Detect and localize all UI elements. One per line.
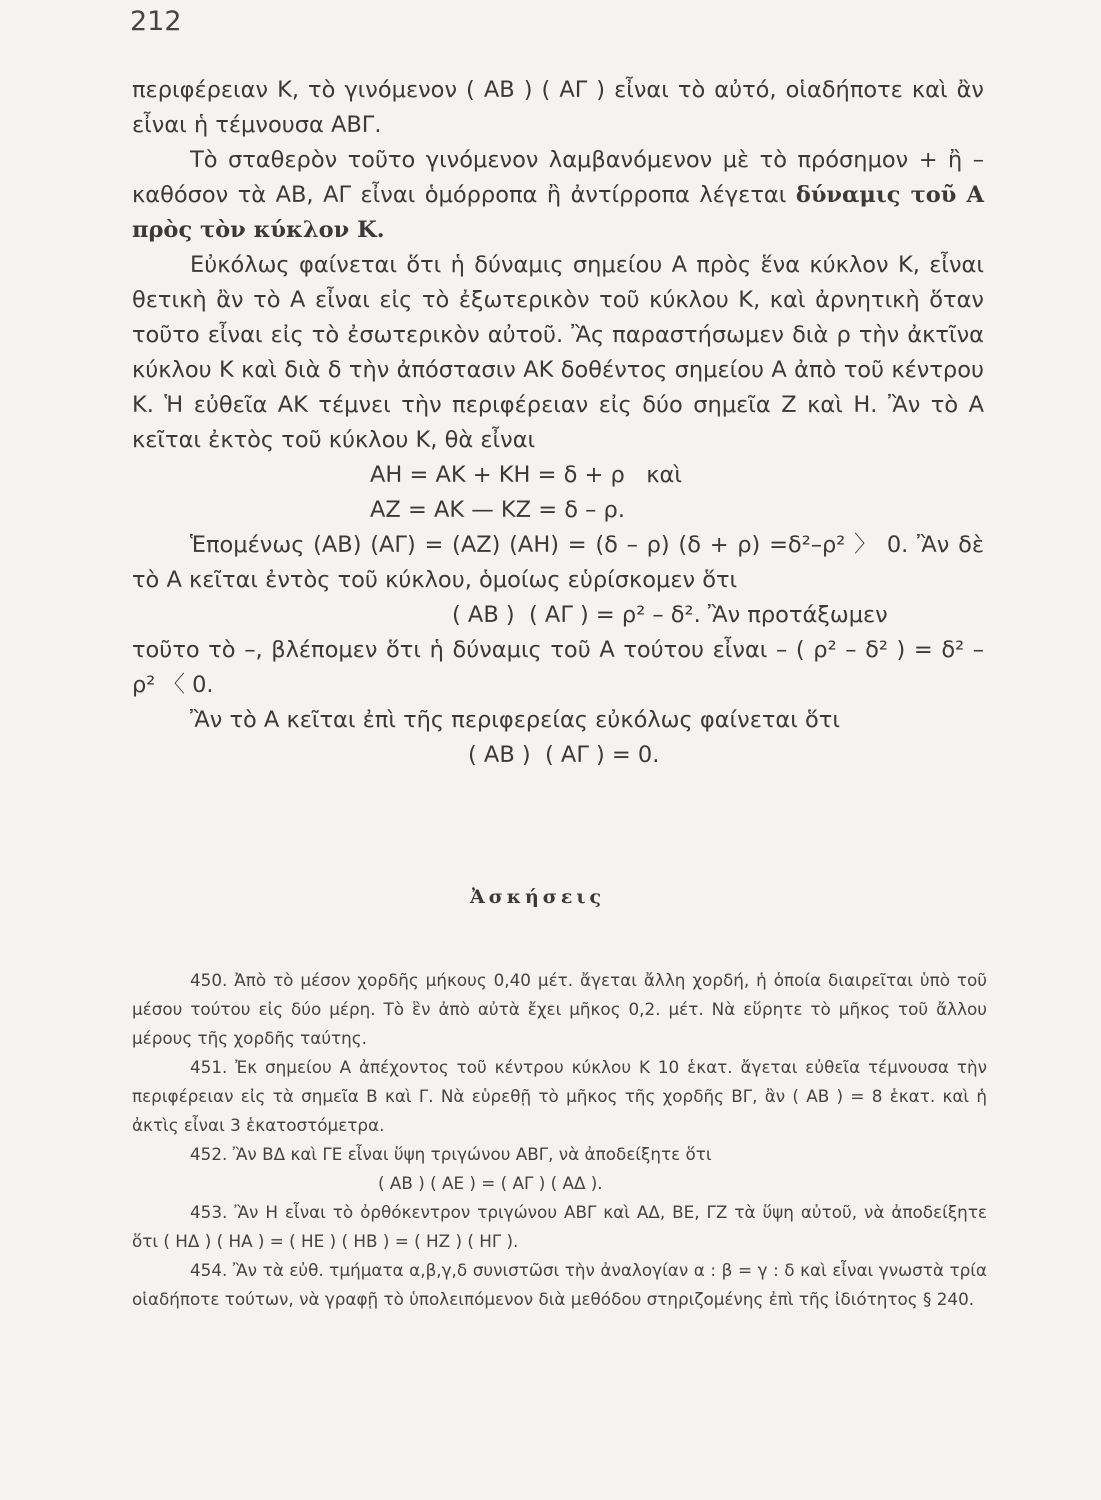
- equation-1: ΑΗ = ΑΚ + ΚΗ = δ + ρ καὶ: [370, 462, 682, 488]
- exercise-454: 454. Ἂν τὰ εὐθ. τμήματα α,β,γ,δ συνιστῶσι τὴν ἀναλογίαν α : β = γ : δ καὶ εἶναι γνωστὰ τρία οἱαδήποτε τούτων, νὰ γραφῇ τὸ ὑπολειπόμενον διὰ μεθόδου στηριζομένης ἐπὶ τῆς ἰδιότητος § 240.: [132, 1260, 987, 1309]
- equation-4: ( ΑΒ ) ( ΑΓ ) = 0.: [468, 742, 660, 768]
- exercise-450: 450. Ἀπὸ τὸ μέσον χορδῆς μήκους 0,40 μέτ. ἄγεται ἄλλη χορδή, ἡ ὁποία διαιρεῖται ὑπὸ τοῦ μέσου τούτου εἰς δύο μέρη. Τὸ ἓν ἀπὸ αὐτὰ ἔχει μῆκος 0,2. μέτ. Νὰ εὕρητε τὸ μῆκος τοῦ ἄλλου μέρους τῆς χορδῆς ταύτης.: [132, 970, 987, 1048]
- paragraph-4: Ἑπομένως (ΑΒ) (ΑΓ) = (ΑΖ) (ΑΗ) = (δ – ρ) (δ + ρ) =δ²–ρ² 〉 0. Ἂν δὲ τὸ Α κεῖται ἐντὸς τοῦ κύκλου, ὁμοίως εὑρίσκομεν ὅτι: [132, 532, 984, 593]
- paragraph-2: [132, 143, 984, 248]
- equation-3: ( ΑΒ ) ( ΑΓ ) = ρ² – δ². Ἂν προτάξωμεν: [452, 602, 888, 628]
- exercise-452-equation: ( ΑΒ ) ( ΑΕ ) = ( ΑΓ ) ( ΑΔ ).: [378, 1173, 603, 1193]
- page-number: 212: [130, 6, 182, 37]
- definition-term: δύναμις τοῦ Α πρὸς τὸν κύκλον Κ.: [132, 182, 984, 243]
- equation-2: ΑΖ = ΑΚ — ΚΖ = δ – ρ.: [370, 497, 625, 523]
- exercise-452: 452. Ἂν ΒΔ καὶ ΓΕ εἶναι ὕψη τριγώνου ΑΒΓ, νὰ ἀποδείξητε ὅτι: [190, 1144, 712, 1164]
- exercises-heading: Ἀσκήσεις: [470, 886, 606, 908]
- exercises-list: [132, 966, 987, 1314]
- paragraph-6: Ἂν τὸ Α κεῖται ἐπὶ τῆς περιφερείας εὐκόλως φαίνεται ὅτι: [190, 707, 840, 733]
- paragraph-5: τοῦτο τὸ –, βλέπομεν ὅτι ἡ δύναμις τοῦ Α τούτου εἶναι – ( ρ² – δ² ) = δ² – ρ² 〈 0.: [132, 637, 984, 698]
- exercise-451: 451. Ἐκ σημείου Α ἀπέχοντος τοῦ κέντρου κύκλου Κ 10 ἑκατ. ἄγεται εὐθεῖα τέμνουσα τὴν περιφέρειαν εἰς τὰ σημεῖα Β καὶ Γ. Νὰ εὑρεθῇ τὸ μῆκος τῆς χορδῆς ΒΓ, ἂν ( ΑΒ ) = 8 ἑκατ. καὶ ἡ ἀκτὶς εἶναι 3 ἑκατοστόμετρα.: [132, 1057, 987, 1135]
- main-text: [132, 73, 984, 773]
- paragraph-3: Εὐκόλως φαίνεται ὅτι ἡ δύναμις σημείου Α πρὸς ἕνα κύκλον Κ, εἶναι θετικὴ ἂν τὸ Α εἶναι εἰς τὸ ἐξωτερικὸν τοῦ κύκλου Κ, καὶ ἀρνητικὴ ὅταν τοῦτο εἶναι εἰς τὸ ἐσωτερικὸν αὐτοῦ. Ἂς παραστήσωμεν διὰ ρ τὴν ἀκτῖνα κύκλου Κ καὶ διὰ δ τὴν ἀπόστασιν ΑΚ δοθέντος σημείου Α ἀπὸ τοῦ κέντρου Κ. Ἡ εὐθεῖα ΑΚ τέμνει τὴν περιφέρειαν εἰς δύο σημεῖα Ζ καὶ Η. Ἂν τὸ Α κεῖται ἐκτὸς τοῦ κύκλου Κ, θὰ εἶναι: [132, 252, 984, 453]
- exercise-453: 453. Ἂν Η εἶναι τὸ ὀρθόκεντρον τριγώνου ΑΒΓ καὶ ΑΔ, ΒΕ, ΓΖ τὰ ὕψη αὐτοῦ, νὰ ἀποδείξητε ὅτι ( ΗΔ ) ( ΗΑ ) = ( ΗΕ ) ( ΗΒ ) = ( ΗΖ ) ( ΗΓ ).: [132, 1202, 987, 1251]
- paragraph-2-text: Τὸ σταθερὸν τοῦτο γινόμενον λαμβανόμενον μὲ τὸ πρόσημον + ἢ – καθόσον τὰ ΑΒ, ΑΓ εἶναι ὁμόρροπα ἢ ἀντίρροπα λέγεται: [132, 147, 984, 208]
- paragraph-1: περιφέρειαν Κ, τὸ γινόμενον ( ΑΒ ) ( ΑΓ ) εἶναι τὸ αὐτό, οἱαδήποτε καὶ ἂν εἶναι ἡ τέμνουσα ΑΒΓ.: [132, 77, 984, 138]
